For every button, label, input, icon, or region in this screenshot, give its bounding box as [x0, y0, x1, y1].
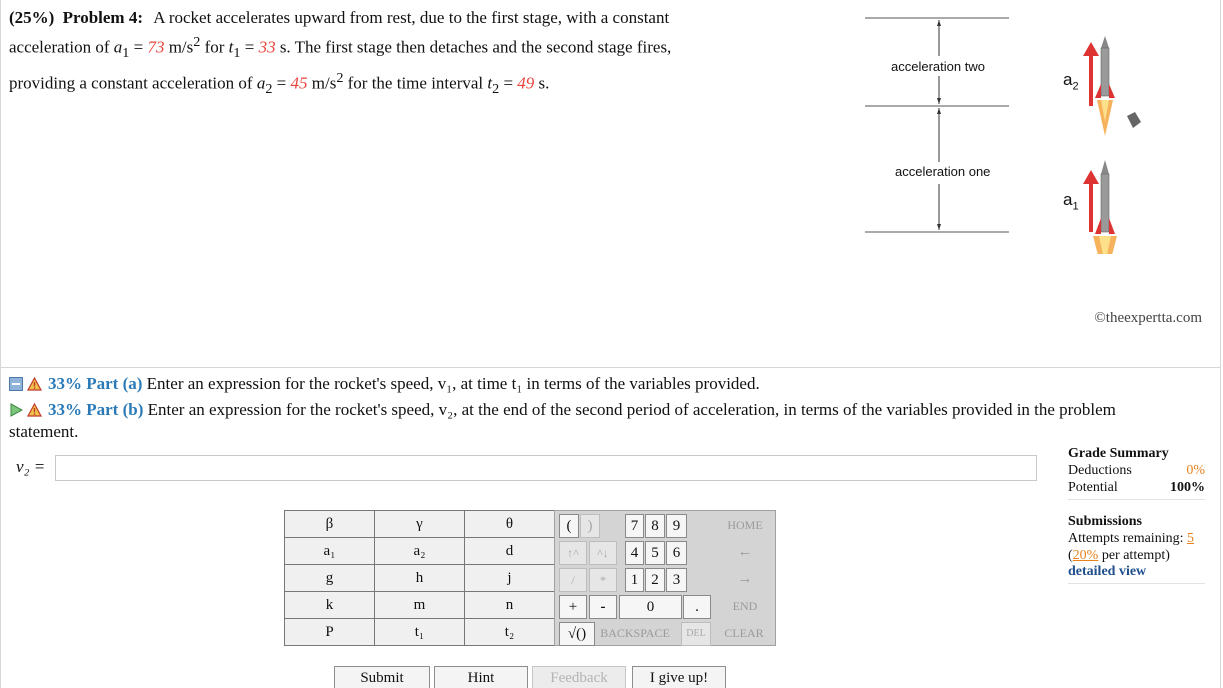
rocket-fin: [1109, 218, 1115, 234]
rocket-body: [1101, 174, 1109, 232]
rocket-stage-two: [1083, 36, 1141, 136]
warning-icon: [27, 401, 42, 415]
var-key-theta[interactable]: θ: [465, 511, 555, 538]
grade-summary: [1068, 446, 1205, 584]
var-a1: a: [113, 37, 123, 57]
deductions-value: 0%: [1186, 463, 1205, 478]
equals: =: [129, 37, 148, 57]
var-key-a1[interactable]: a₁: [285, 538, 375, 565]
unit-sup: 2: [193, 34, 201, 50]
key-multiply[interactable]: *: [589, 568, 617, 592]
part-a-text: Enter an expression for the rocket's speed, v₁, at time t₁ in terms of the variables provided.: [142, 374, 760, 393]
deductions-label: Deductions: [1068, 463, 1132, 478]
key-end[interactable]: END: [732, 599, 758, 613]
problem-title: Problem 4:: [62, 8, 143, 27]
equals: =: [499, 73, 518, 93]
label-a2: [1063, 70, 1079, 92]
equals: =: [240, 37, 259, 57]
collapse-icon[interactable]: [9, 375, 23, 389]
key-down[interactable]: ^↓: [589, 541, 617, 565]
detached-stage: [1127, 112, 1141, 128]
key-dot[interactable]: .: [683, 595, 711, 619]
potential-value: 100%: [1170, 480, 1205, 495]
divider: [1068, 496, 1205, 500]
key-3[interactable]: 3: [666, 568, 687, 592]
var-key-k[interactable]: k: [285, 592, 375, 619]
key-plus[interactable]: +: [559, 595, 587, 619]
label-acceleration-one: acceleration one: [895, 164, 991, 179]
part-a-label: 33% Part (a): [48, 374, 143, 393]
statement-text: for the time interval: [343, 73, 488, 93]
var-key-gamma[interactable]: γ: [375, 511, 465, 538]
var-a2: a: [256, 73, 266, 93]
key-left[interactable]: ←: [737, 544, 753, 560]
var-t2: t: [487, 73, 493, 93]
hint-button[interactable]: Hint: [434, 666, 528, 688]
per-attempt-text: per attempt): [1098, 548, 1170, 563]
rocket-fin: [1095, 84, 1101, 98]
key-7[interactable]: 7: [625, 514, 644, 538]
arrowhead: [937, 20, 941, 26]
a1-value: 73: [147, 37, 165, 57]
rocket-nose: [1101, 36, 1109, 48]
var-key-h[interactable]: h: [375, 565, 465, 592]
paren: (: [1068, 548, 1073, 563]
var-t1: t: [228, 37, 234, 57]
key-backspace[interactable]: BACKSPACE: [600, 626, 670, 640]
key-6[interactable]: 6: [666, 541, 687, 565]
var-key-m[interactable]: m: [375, 592, 465, 619]
part-b-row[interactable]: [9, 399, 1209, 421]
label-acceleration-two: acceleration two: [891, 59, 985, 74]
attempts-label: Attempts remaining:: [1068, 531, 1187, 546]
key-clear[interactable]: CLEAR: [724, 626, 764, 640]
statement-line-1: A rocket accelerates upward from rest, due to the first stage, with a constant: [153, 8, 670, 27]
expand-icon[interactable]: [9, 401, 23, 415]
part-b-text-wrap: statement.: [9, 422, 79, 441]
rocket-fin: [1109, 84, 1115, 98]
label-a1: [1063, 190, 1079, 212]
key-paren-close[interactable]: ): [580, 514, 600, 538]
answer-label: v₂ =: [16, 457, 46, 476]
copyright: ©theexpertta.com: [1094, 310, 1202, 326]
variable-keypad: [284, 510, 555, 646]
statement-text: providing a constant acceleration of: [9, 73, 257, 93]
var-key-beta[interactable]: β: [285, 511, 375, 538]
label-a1-sym: a: [1063, 190, 1073, 209]
key-paren-open[interactable]: (: [559, 514, 579, 538]
var-key-P[interactable]: P: [285, 619, 375, 646]
key-8[interactable]: 8: [645, 514, 665, 538]
rocket-nose: [1101, 160, 1109, 174]
rocket-body: [1101, 48, 1109, 96]
key-divide[interactable]: /: [559, 568, 587, 592]
label-a2-sym: a: [1063, 70, 1073, 89]
part-b-label: 33% Part (b): [48, 400, 144, 419]
key-del[interactable]: DEL: [681, 622, 711, 646]
var-key-g[interactable]: g: [285, 565, 375, 592]
part-b-text: Enter an expression for the rocket's speed, v₂, at the end of the second period of acceleration, in terms of the variables provided in the problem: [143, 400, 1116, 419]
key-0[interactable]: 0: [619, 595, 682, 619]
var-key-d[interactable]: d: [465, 538, 555, 565]
key-home[interactable]: HOME: [727, 518, 763, 532]
var-key-j[interactable]: j: [465, 565, 555, 592]
arrowhead: [1083, 42, 1099, 56]
arrowhead: [937, 98, 941, 104]
attempts-row: [1068, 530, 1205, 547]
equals: =: [272, 73, 291, 93]
answer-input[interactable]: [55, 455, 1037, 481]
var-key-t1[interactable]: t₁: [375, 619, 465, 646]
key-4[interactable]: 4: [625, 541, 644, 565]
key-9[interactable]: 9: [666, 514, 687, 538]
divider: [1068, 580, 1205, 584]
arrowhead: [937, 224, 941, 230]
statement-text: for: [200, 37, 229, 57]
per-attempt-pct: 20%: [1072, 548, 1099, 563]
key-minus[interactable]: -: [589, 595, 617, 619]
unit: m/s: [307, 73, 337, 93]
key-5[interactable]: 5: [645, 541, 665, 565]
feedback-button[interactable]: Feedback: [532, 666, 626, 688]
unit-sup: 2: [336, 70, 344, 87]
a2-value: 45: [290, 73, 308, 93]
arrowhead: [1083, 170, 1099, 184]
grade-summary-title: Grade Summary: [1068, 446, 1169, 461]
var-key-t2[interactable]: t₂: [465, 619, 555, 646]
key-sqrt[interactable]: √(): [559, 622, 595, 646]
statement-text: s.: [534, 73, 550, 93]
t1-value: 33: [258, 37, 276, 57]
var-a2-sub: 2: [265, 81, 273, 98]
label-a1-sub: 1: [1072, 200, 1079, 213]
potential-label: Potential: [1068, 480, 1118, 495]
unit: m/s: [164, 37, 194, 57]
problem-statement: [9, 5, 769, 102]
rocket-figure: [861, 14, 1161, 254]
per-attempt-row: [1068, 547, 1205, 564]
statement-text: s. The first stage then detaches and the second stage fires,: [275, 37, 672, 57]
key-right[interactable]: →: [737, 571, 753, 587]
detailed-view-link[interactable]: detailed view: [1068, 564, 1147, 579]
submissions-title: Submissions: [1068, 514, 1142, 529]
give-up-button[interactable]: I give up!: [632, 666, 726, 688]
key-up[interactable]: ↑^: [559, 541, 587, 565]
warning-icon: [27, 375, 42, 389]
rocket-diagram: [861, 14, 1161, 254]
potential-row: [1068, 479, 1205, 496]
var-t1-sub: 1: [233, 45, 241, 62]
t2-value: 49: [517, 73, 535, 93]
key-1[interactable]: 1: [625, 568, 644, 592]
var-a1-sub: 1: [122, 45, 130, 62]
var-key-a2[interactable]: a₂: [375, 538, 465, 565]
rocket-fin: [1095, 218, 1101, 234]
var-key-n[interactable]: n: [465, 592, 555, 619]
part-a-row[interactable]: [9, 373, 760, 395]
submit-button[interactable]: Submit: [334, 666, 430, 688]
attempts-value: 5: [1186, 531, 1194, 546]
deductions-row: [1068, 462, 1205, 479]
statement-text: acceleration of: [9, 37, 114, 57]
label-a2-sub: 2: [1072, 80, 1079, 93]
key-2[interactable]: 2: [645, 568, 665, 592]
problem-weight: (25%): [9, 8, 55, 27]
var-t2-sub: 2: [492, 81, 500, 98]
rocket-stage-one: [1083, 160, 1117, 254]
numeric-keypad: [554, 510, 776, 646]
